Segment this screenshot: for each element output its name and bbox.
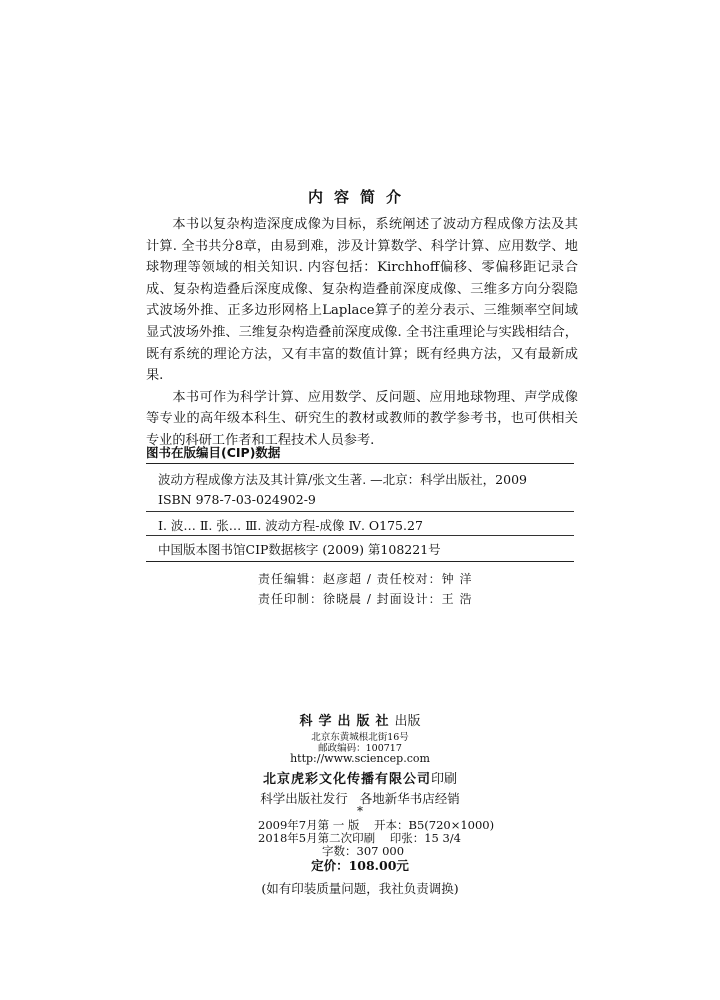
printer-line	[0, 768, 720, 787]
printing-line: 2018年5月第二次印刷 印张：15 3/4	[258, 831, 462, 845]
summary-body	[146, 214, 578, 452]
edition-line: 2009年7月第 一 版 开本：B5(720×1000)	[258, 818, 495, 832]
credits-production: 责任印制：徐晓晨 / 封面设计：王 浩	[258, 592, 473, 606]
quality-note: (如有印装质量问题，我社负责调换)	[261, 881, 459, 896]
cip-line-classification: Ⅰ. 波… Ⅱ. 张… Ⅲ. 波动方程-成像 Ⅳ. O175.27	[158, 518, 423, 533]
printer-name: 北京虎彩文化传播有限公司	[262, 772, 431, 787]
distribution-line: 科学出版社发行 各地新华书店经销	[260, 791, 460, 806]
cip-rule	[146, 535, 574, 536]
separator-star: *	[357, 804, 363, 818]
cip-rule	[146, 511, 574, 512]
publisher-address: 北京东黄城根北街16号	[311, 732, 409, 743]
publisher-line	[0, 710, 720, 729]
cip-line-title: 波动方程成像方法及其计算/张文生著. —北京：科学出版社，2009	[158, 472, 527, 487]
cip-top-rule	[146, 463, 574, 464]
printer-suffix: 印刷	[431, 772, 458, 787]
publisher-suffix: 出版	[394, 714, 421, 729]
publisher-postcode: 邮政编码：100717	[318, 743, 402, 754]
summary-paragraph-1: 本书以复杂构造深度成像为目标，系统阐述了波动方程成像方法及其计算. 全书共分8章，由易到难，涉及计算数学、科学计算、应用数学、地球物理等领域的相关知识. 内容包括：Kirchhoff偏移、零偏移距记录合成、复杂构造叠后深度成像、复杂构造叠前深度成像、三维多方向分裂隐式波场外推、正多边形网格上Laplace算子的差分表示、三维频率空间域显式波场外推、三维复杂构造叠前深度成像. 全书注重理论与实践相结合，既有系统的理论方法，又有丰富的数值计算；既有经典方法，又有最新成果.	[146, 217, 578, 384]
word-count: 字数：307 000	[322, 844, 405, 858]
publisher-name: 科学出版社	[299, 714, 395, 729]
price: 定价：108.00元	[311, 858, 409, 873]
cip-heading: 图书在版编目(CIP)数据	[146, 445, 281, 460]
cip-line-isbn: ISBN 978-7-03-024902-9	[158, 492, 316, 507]
cip-bottom-rule	[146, 561, 574, 562]
summary-title: 内容简介	[307, 188, 412, 206]
credits-editors: 责任编辑：赵彦超 / 责任校对：钟 洋	[258, 572, 473, 586]
summary-paragraph-2: 本书可作为科学计算、应用数学、反问题、应用地球物理、声学成像等专业的高年级本科生、研究生的教材或教师的教学参考书，也可供相关专业的科研工作者和工程技术人员参考.	[146, 389, 578, 448]
cip-line-record-number: 中国版本图书馆CIP数据核字 (2009) 第108221号	[158, 542, 441, 557]
publisher-url: http://www.sciencep.com	[290, 752, 430, 765]
